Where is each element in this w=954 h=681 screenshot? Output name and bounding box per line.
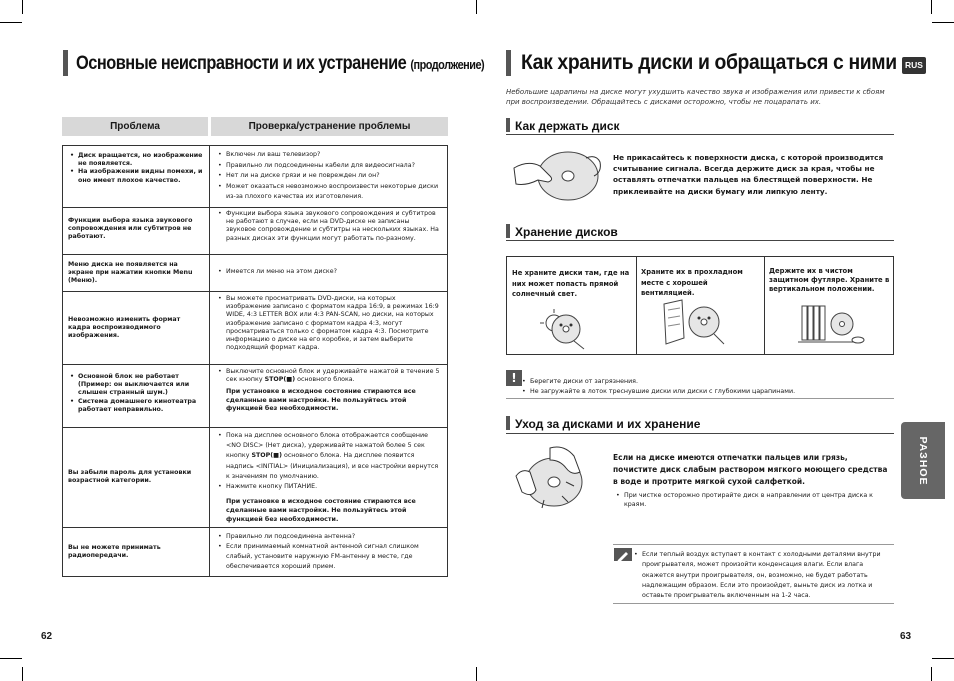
intro-text: Небольшие царапины на диске могут ухудшить качество звука и изображения или привести к сбоям при воспроизведении. Обращайтесь с дисками осторожно, чтобы не поцарапать их. (506, 88, 885, 106)
row-divider (62, 427, 448, 428)
crop-mark (476, 667, 477, 681)
check-text: Пока на дисплее основного блока отображается сообщение <NO DISC> (Нет диска), удерживайте нажатой более 5 сек кнопку (226, 432, 428, 460)
table-row-problem (68, 152, 206, 185)
reset-warning: При установке в исходное состояние стираются все сделанные вами настройки. Не пользуйтесь этой функцией без необходимости. (226, 498, 416, 524)
problem-item: • Система домашнего кинотеатра работает неправильно. (78, 398, 208, 414)
cased-disc-illustration (796, 302, 868, 348)
table-row-check (216, 268, 440, 276)
crop-mark (22, 667, 23, 681)
problem-item: • Основной блок не работает (Пример: он выключается или слышен странный шум.) (78, 373, 208, 398)
storage-divider (636, 256, 637, 355)
check-item: • Функции выбора языка звукового сопровождения и субтитров не работают в случае, если на DVD-диске не записаны звуковое сопровождение и субтитры на нескольких языках. На разных дисках эти функции могут работать по-разному. (226, 210, 440, 243)
section-heading-storage: Хранение дисков (515, 225, 618, 239)
check-item: • Нажмите кнопку ПИТАНИЕ. (226, 482, 442, 492)
table-row-check (216, 368, 442, 413)
stop-key-label: STOP(■) (264, 376, 296, 384)
check-item: • Может оказаться невозможно воспроизвести некоторые диски из-за плохого качества их изготовления. (226, 182, 446, 203)
section-bar (506, 224, 510, 238)
cleaning-disc-illustration (514, 442, 594, 514)
check-item: • Вы можете просматривать DVD-диски, на которых изображение записано с форматом кадра 16:9, в режимах 16:9 WIDE, 4:3 LETTER BOX или 4:3 PAN-SCAN, но диски, на которых изображение записано с форматом кадра 4:3, могут просматриваться только с форматом кадра 4:3. Посмотрите информацию о диске на его коробке, и затем выберите подходящий формат кадра. (226, 295, 442, 352)
crop-mark (931, 0, 932, 14)
section-bar (506, 416, 510, 430)
table-row-check (216, 210, 440, 243)
check-text: основного блока. На дисплее появится надпись <INITIAL> (Инициализация), и все настройки вернутся к значениям по умолчанию. (226, 452, 439, 480)
crop-mark (22, 0, 23, 14)
note-pencil-icon (614, 548, 632, 561)
table-row-problem: Невозможно изменить формат кадра воспроизводимого изображения. (68, 316, 181, 340)
storage-divider (764, 256, 765, 355)
title-bar (506, 50, 511, 76)
hold-disc-text: Не прикасайтесь к поверхности диска, с которой производится считывание сигнала. Всегда держите диск за края, чтобы не оставлять отпечатки пальцев на блестящей поверхности. Не приклеивайте на диски бумагу или липкую ленту. (613, 153, 884, 196)
title-sub: (продолжение) (410, 57, 485, 72)
sun-disc-illustration (540, 305, 600, 351)
table-row-problem (68, 373, 208, 414)
table-row-check (216, 295, 442, 352)
ventilated-disc-illustration (662, 298, 734, 350)
page-number-right: 63 (900, 631, 912, 642)
note-rule (506, 398, 894, 399)
condensation-note-item: • Если теплый воздух вступает в контакт с холодными деталями внутри проигрывателя, может произойти конденсация влаги. Если влага окажется внутри проигрывателя, он, возможно, не будет работать надлежащим образом. Если это произойдет, выньте диск из лотка и оставьте проигрыватель включенным на 1-2 часа. (642, 550, 894, 601)
check-item (226, 368, 442, 384)
check-item: • Нет ли на диске грязи и не поврежден ли он? (226, 171, 446, 182)
language-badge: RUS (902, 57, 926, 74)
check-item: • Если принимаемый комнатной антенной сигнал слишком слабый, установите наружную FM-антенну в месте, где обеспечивается хороший прием. (226, 542, 442, 572)
col-problem-label: Проблема (110, 121, 160, 132)
storage-tip-case: Держите их в чистом защитном футляре. Храните в вертикальном положении. (769, 267, 890, 293)
crop-mark (931, 667, 932, 681)
table-row-check (216, 431, 442, 524)
check-item: • Включен ли ваш телевизор? (226, 150, 446, 161)
row-divider (62, 364, 448, 365)
storage-tip-cool: Храните их в прохладном месте с хорошей вентиляцией. (641, 268, 743, 297)
title-bar (63, 50, 68, 76)
right-page-title: Как хранить диски и обращаться с ними (521, 50, 897, 74)
note-item: • Не загружайте в лоток треснувшие диски или диски с глубокими царапинами. (530, 387, 890, 397)
row-divider (62, 527, 448, 528)
warning-icon: ! (506, 370, 522, 386)
table-header-problem (62, 117, 208, 136)
disc-hand-illustration (510, 146, 606, 210)
side-tab-label: РАЗНОЕ (917, 436, 929, 485)
cleaning-bullet (614, 491, 894, 509)
section-rule (506, 134, 894, 135)
section-bar (506, 118, 510, 132)
crop-mark (476, 0, 477, 14)
problem-item: • Диск вращается, но изображение не появляется. (78, 152, 206, 168)
section-heading-care: Уход за дисками и их хранение (515, 417, 701, 431)
storage-tip-sun: Не храните диски там, где на них может попасть прямой солнечный свет. (512, 269, 630, 298)
note-item: • Берегите диски от загрязнения. (530, 377, 890, 387)
section-side-tab (901, 422, 945, 499)
section-rule (506, 433, 894, 434)
page-number-left: 62 (41, 631, 53, 642)
section-rule (506, 240, 894, 241)
crop-mark (0, 22, 22, 23)
check-item: • Правильно ли подсоединена антенна? (226, 532, 442, 542)
stop-key-label: STOP(■) (251, 452, 282, 460)
table-row-check (216, 150, 446, 203)
row-divider (62, 291, 448, 292)
check-item (226, 431, 442, 482)
check-item: • Имеется ли меню на этом диске? (226, 268, 440, 276)
crop-mark (932, 658, 954, 659)
crop-mark (0, 658, 22, 659)
section-heading-hold: Как держать диск (515, 119, 620, 133)
title-main: Основные неисправности и их устранение (76, 52, 407, 74)
row-divider (62, 254, 448, 255)
note-rule (613, 603, 894, 604)
table-header-check (211, 117, 448, 136)
check-text: Выключите основной блок и удерживайте нажатой в течение 5 сек кнопку (226, 368, 440, 384)
check-item: • Правильно ли подсоединены кабели для видеосигнала? (226, 161, 446, 172)
table-row-check (216, 532, 442, 572)
table-divider (209, 145, 210, 577)
crop-mark (932, 22, 954, 23)
cleaning-bullet-item: • При чистке осторожно протирайте диск в направлении от центра диска к краям. (624, 491, 894, 509)
col-check-label: Проверка/устранение проблемы (248, 121, 411, 132)
problem-item: • На изображении видны помехи, и оно имеет плохое качество. (78, 168, 206, 184)
reset-warning: При установке в исходное состояние стираются все сделанные вами настройки. Не пользуйтесь этой функцией без необходимости. (226, 388, 416, 412)
condensation-note (632, 550, 894, 601)
table-row-problem: Функции выбора языка звукового сопровождения или субтитров не работают. (68, 217, 193, 241)
table-row-problem: Вы не можете принимать радиопередачи. (68, 544, 161, 560)
note-rule (613, 544, 894, 545)
storage-notes (520, 377, 890, 396)
cleaning-text: Если на диске имеются отпечатки пальцев или грязь, почистите диск слабым раствором мягкого моющего средства в воде и протрите мягкой сухой салфеткой. (613, 453, 888, 486)
row-divider (62, 207, 448, 208)
table-row-problem: Вы забыли пароль для установки возрастной категории. (68, 469, 192, 485)
check-text: основного блока. (297, 376, 355, 384)
table-row-problem: Меню диска не появляется на экране при нажатии кнопки Menu (Меню). (68, 261, 193, 285)
left-page-title (76, 52, 484, 75)
